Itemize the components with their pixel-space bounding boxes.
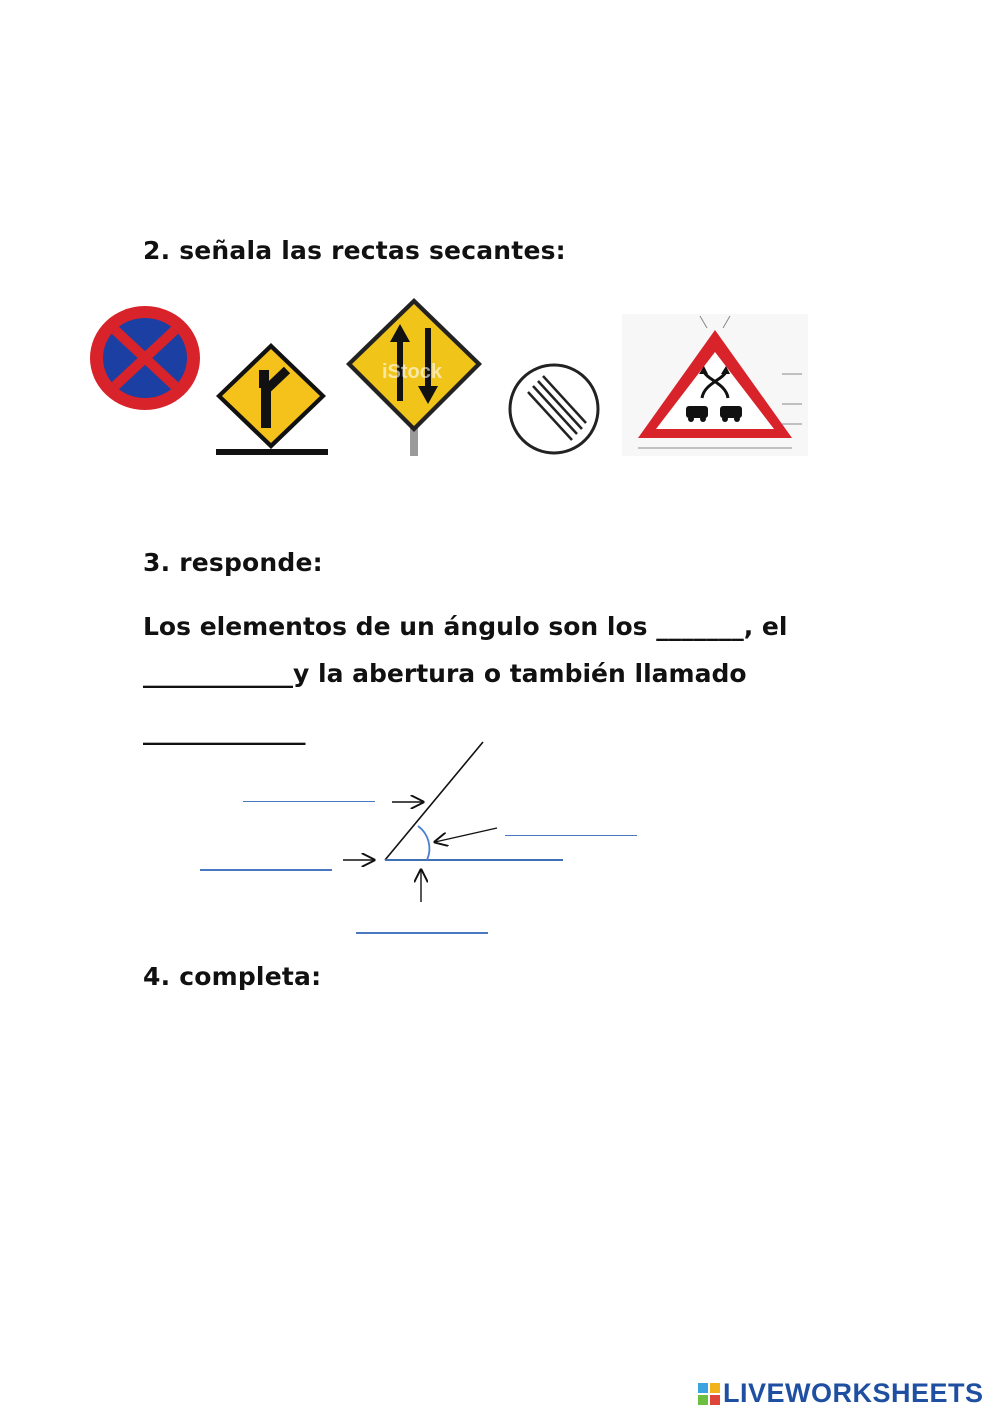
istock-watermark: iStock [382,361,443,383]
logo-text: LIVEWORKSHEETS [723,1378,984,1408]
liveworksheets-logo [698,1378,984,1409]
answer-field-opening[interactable] [505,817,637,836]
arrow-to-opening [435,828,497,842]
angle-side-upper [385,742,483,860]
question-line-1: Los elementos de un ángulo son los _______, el [143,612,788,641]
section-4-heading: 4. completa: [143,962,322,991]
question-line-2: ____________y la abertura o también llamado [143,659,747,688]
logo-blocks-icon [698,1383,720,1405]
question-line-3: _____________ [143,716,306,745]
section-2-heading: 2. señala las rectas secantes: [143,236,566,265]
answer-field-lower-side[interactable] [356,914,488,934]
answer-field-side[interactable] [243,783,375,802]
angle-arc [418,826,429,860]
section-3-heading: 3. responde: [143,548,323,577]
answer-field-vertex[interactable] [200,851,332,871]
